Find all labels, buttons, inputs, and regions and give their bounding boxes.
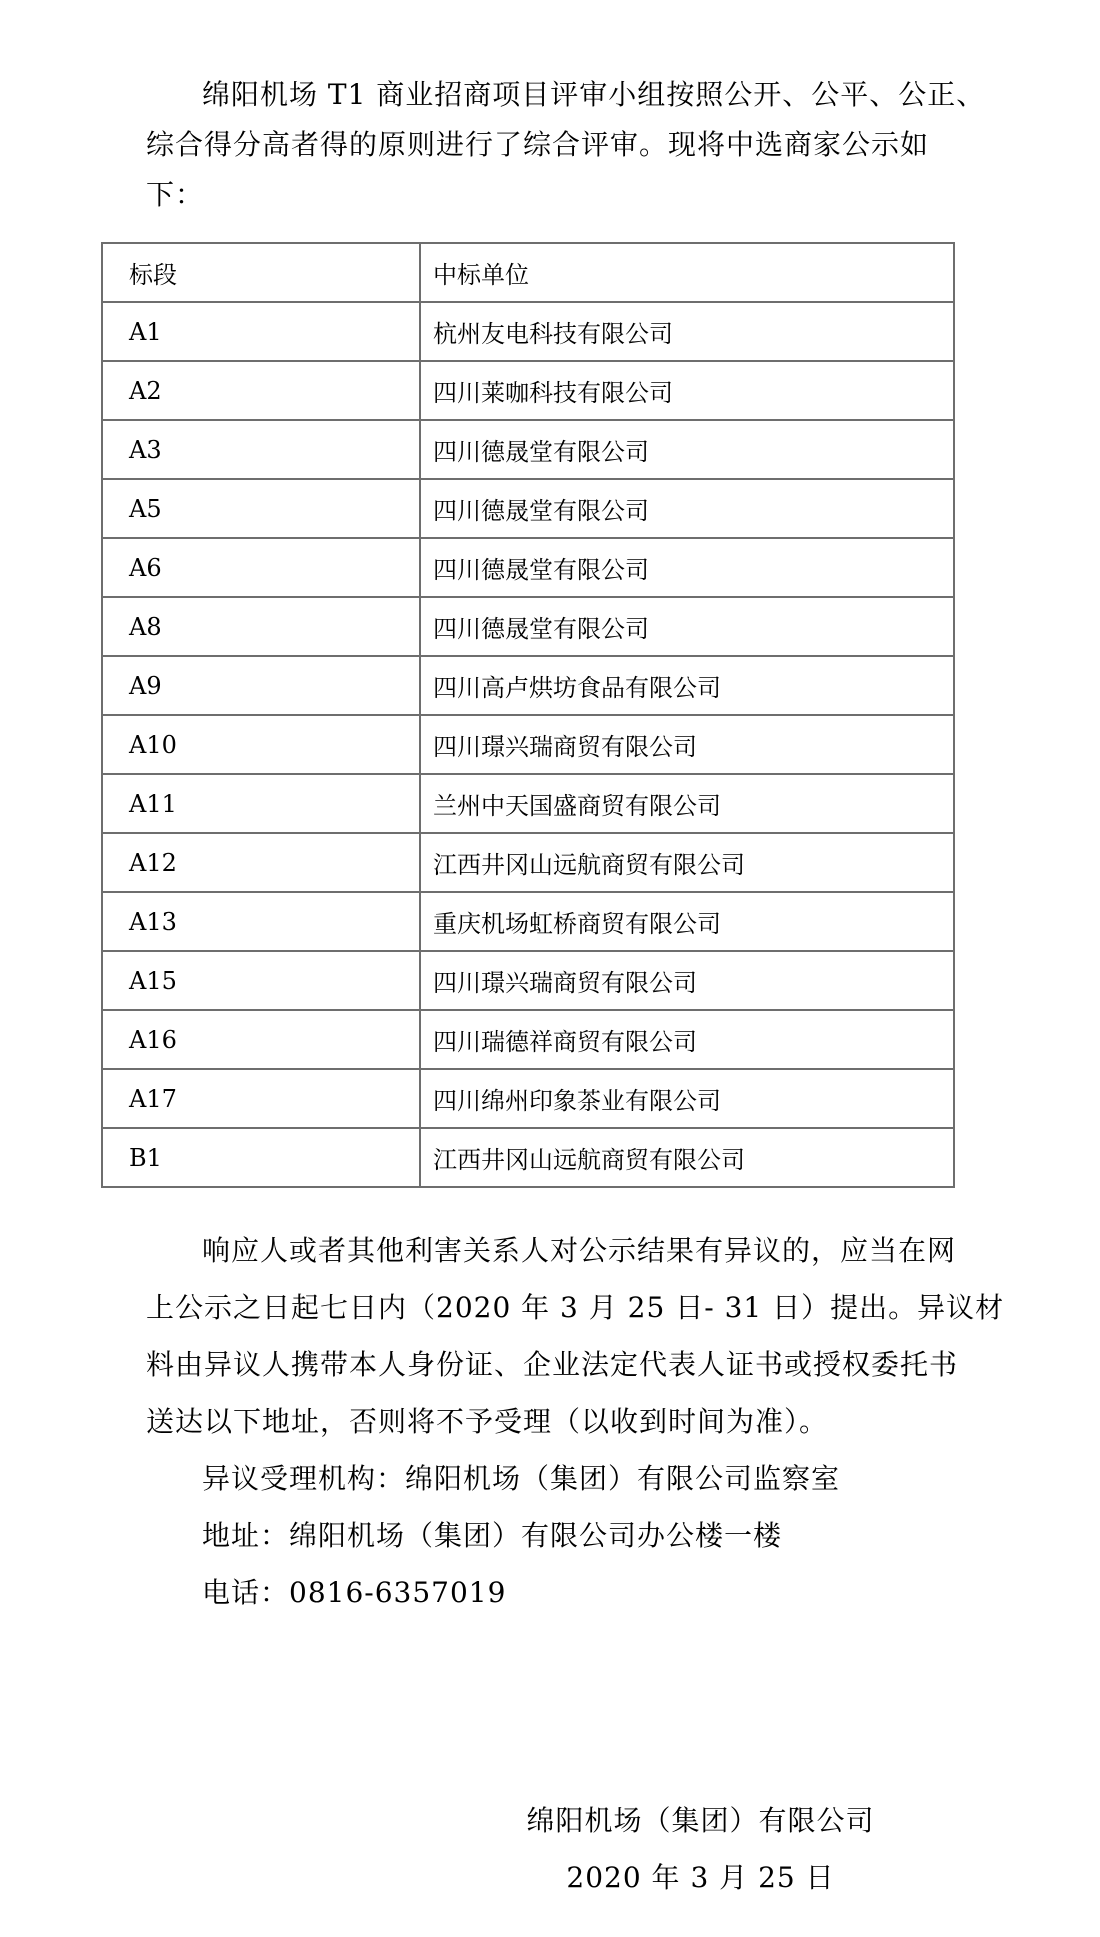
table-row [102, 833, 954, 892]
winner-cell: 四川德晟堂有限公司 [420, 538, 954, 597]
table-row [102, 656, 954, 715]
winner-cell: 四川璟兴瑞商贸有限公司 [420, 715, 954, 774]
table-row [102, 597, 954, 656]
section-cell: A6 [102, 538, 420, 597]
section-cell: B1 [102, 1128, 420, 1187]
winner-cell: 四川德晟堂有限公司 [420, 597, 954, 656]
signature-date: 2020 年 3 月 25 日 [566, 1861, 835, 1894]
section-cell: A9 [102, 656, 420, 715]
objection-office-line: 异议受理机构：绵阳机场（集团）有限公司监察室 [202, 1462, 841, 1495]
intro-paragraph [146, 0, 1026, 220]
table-row [102, 361, 954, 420]
table-row [102, 420, 954, 479]
table-row [102, 479, 954, 538]
signature-block [396, 1792, 1005, 1906]
section-cell: A5 [102, 479, 420, 538]
section-cell: A3 [102, 420, 420, 479]
winner-cell: 四川德晟堂有限公司 [420, 420, 954, 479]
objection-line: 送达以下地址，否则将不予受理（以收到时间为准）。 [146, 1405, 829, 1438]
objection-paragraph [146, 1222, 1026, 1450]
table-row [102, 302, 954, 361]
objection-line: 上公示之日起七日内（2020 年 3 月 25 日- 31 日）提出。异议材 [146, 1291, 1005, 1324]
intro-line: 下： [146, 178, 205, 211]
table-row [102, 774, 954, 833]
section-cell: A8 [102, 597, 420, 656]
section-cell: A2 [102, 361, 420, 420]
winner-cell: 四川绵州印象茶业有限公司 [420, 1069, 954, 1128]
table-row [102, 1069, 954, 1128]
section-cell: A13 [102, 892, 420, 951]
table-header-row [102, 243, 954, 302]
contact-info [146, 1450, 1026, 1621]
winner-cell: 兰州中天国盛商贸有限公司 [420, 774, 954, 833]
winner-cell: 四川高卢烘坊食品有限公司 [420, 656, 954, 715]
signature-company: 绵阳机场（集团）有限公司 [526, 1804, 875, 1837]
winner-cell: 江西井冈山远航商贸有限公司 [420, 833, 954, 892]
winner-cell: 四川璟兴瑞商贸有限公司 [420, 951, 954, 1010]
objection-line: 响应人或者其他利害关系人对公示结果有异议的，应当在网 [202, 1234, 957, 1267]
header-winner: 中标单位 [420, 243, 954, 302]
winner-cell: 杭州友电科技有限公司 [420, 302, 954, 361]
section-cell: A10 [102, 715, 420, 774]
objection-line: 料由异议人携带本人身份证、企业法定代表人证书或授权委托书 [146, 1348, 959, 1381]
section-cell: A15 [102, 951, 420, 1010]
section-cell: A17 [102, 1069, 420, 1128]
header-section: 标段 [102, 243, 420, 302]
table-body [102, 302, 954, 1187]
winner-cell: 江西井冈山远航商贸有限公司 [420, 1128, 954, 1187]
table-row [102, 538, 954, 597]
phone-line: 电话：0816-6357019 [202, 1576, 507, 1609]
address-line: 地址：绵阳机场（集团）有限公司办公楼一楼 [202, 1519, 783, 1552]
section-cell: A1 [102, 302, 420, 361]
intro-line: 综合得分高者得的原则进行了综合评审。现将中选商家公示如 [146, 128, 930, 161]
table-header [102, 243, 954, 302]
winner-cell: 重庆机场虹桥商贸有限公司 [420, 892, 954, 951]
table-row [102, 1128, 954, 1187]
table-row [102, 1010, 954, 1069]
winner-cell: 四川德晟堂有限公司 [420, 479, 954, 538]
table-row [102, 892, 954, 951]
winning-bidders-table-wrap [101, 242, 1100, 1188]
winner-cell: 四川莱咖科技有限公司 [420, 361, 954, 420]
winning-bidders-table [101, 242, 955, 1188]
section-cell: A12 [102, 833, 420, 892]
section-cell: A16 [102, 1010, 420, 1069]
intro-line: 绵阳机场 T1 商业招商项目评审小组按照公开、公平、公正、 [202, 78, 986, 111]
table-row [102, 715, 954, 774]
winner-cell: 四川瑞德祥商贸有限公司 [420, 1010, 954, 1069]
table-row [102, 951, 954, 1010]
section-cell: A11 [102, 774, 420, 833]
